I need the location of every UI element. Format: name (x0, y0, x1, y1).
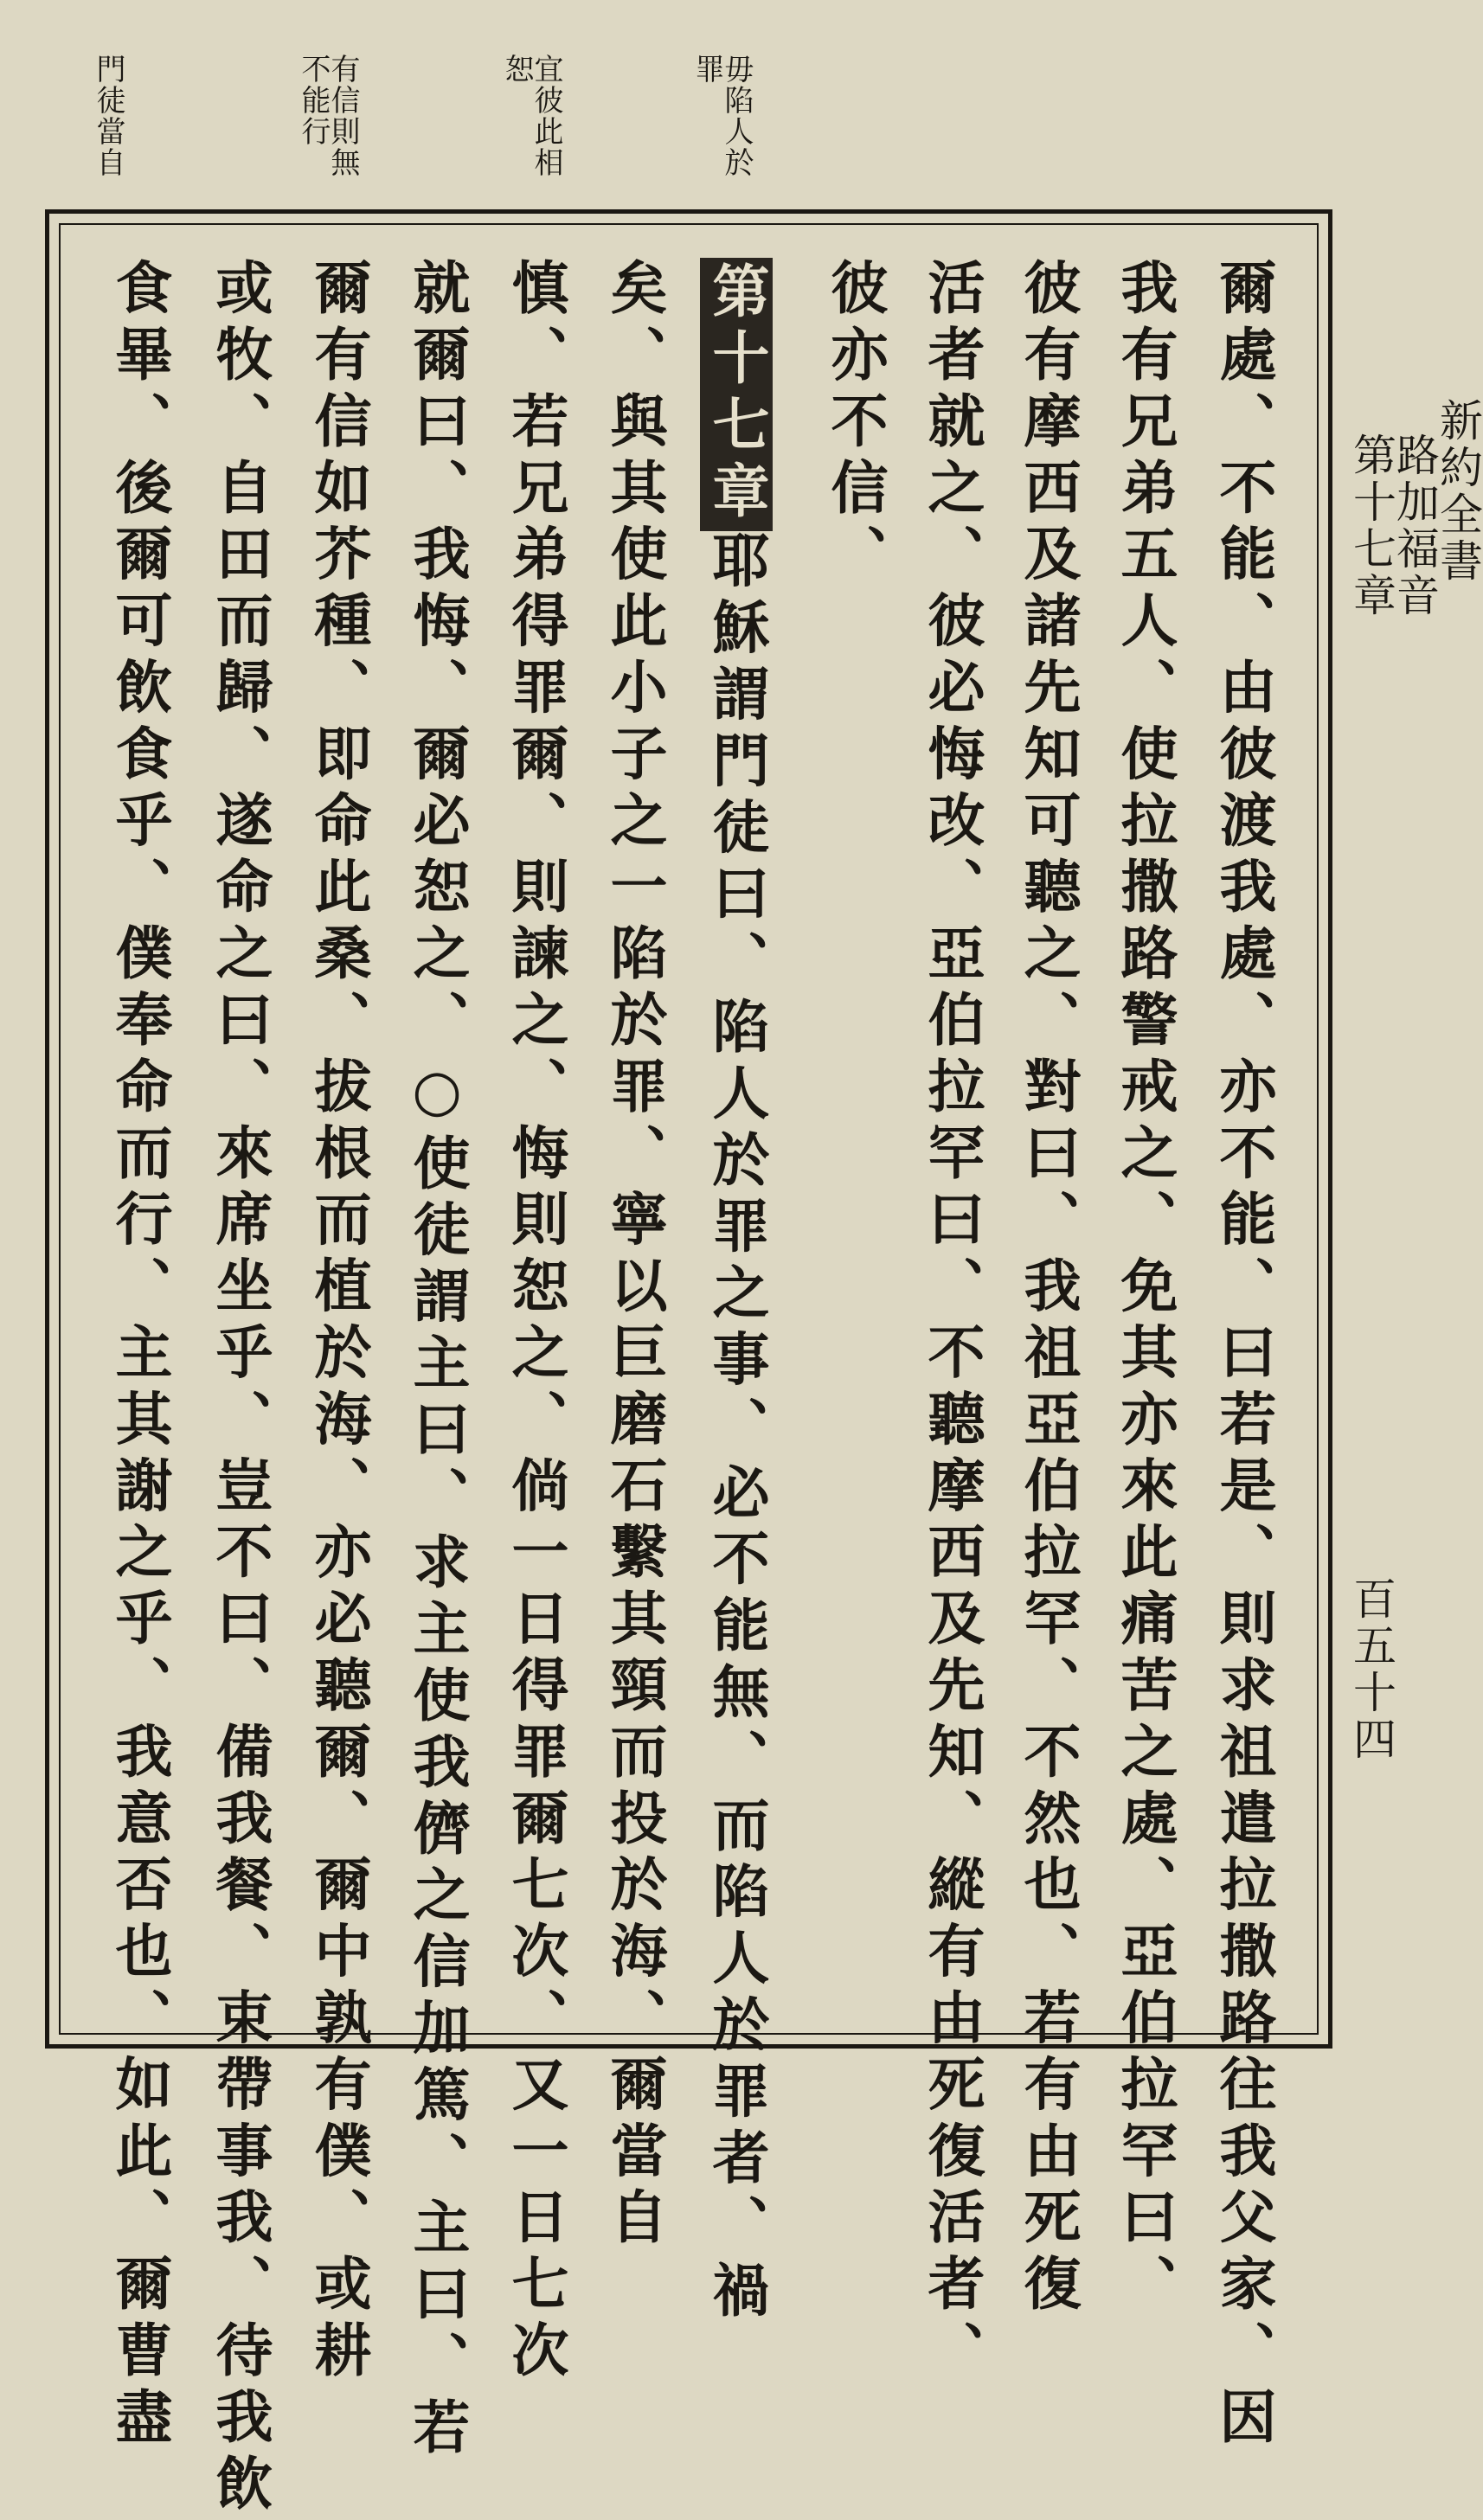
page-number: 百五十四 (1346, 1576, 1396, 1763)
margin-note-4: 門徒當自 (91, 54, 125, 178)
text-line-3: 彼有摩西及諸先知可聽之、對曰、我祖亞伯拉罕、不然也、若有由死復 (1014, 258, 1082, 2320)
margin-note-3: 有信則無 不能行 (296, 54, 360, 178)
text-line-9: 就爾曰、我悔、爾必恕之、○使徒謂主曰、求主使我儕之信加篤、主曰、若 (403, 258, 471, 2464)
text-line-10: 爾有信如芥種、即命此桑、拔根而植於海、亦必聽爾、爾中孰有僕、或耕 (305, 258, 372, 2387)
text-line-8: 慎、若兄弟得罪爾、則諫之、悔則恕之、倘一日得罪爾七次、又一日七次 (502, 258, 569, 2387)
book-title: 新約全書 (1433, 398, 1483, 585)
text-line-6 (703, 258, 770, 2327)
chapter-first-line: 耶穌謂門徒曰、陷人於罪之事、必不能無、而陷人於罪者、禍 (703, 530, 770, 2327)
text-line-2: 我有兄弟五人、使拉撒路警戒之、免其亦來此痛苦之處、亞伯拉罕曰、 (1111, 258, 1178, 2320)
text-line-12: 食畢、後爾可飲食乎、僕奉命而行、主其謝之乎、我意否也、如此、爾曹盡 (106, 258, 173, 2453)
text-line-1: 爾處、不能、由彼渡我處、亦不能、曰若是、則求祖遣拉撒路往我父家、因 (1210, 258, 1277, 2453)
margin-note-2: 宜彼此相 恕 (499, 54, 563, 178)
margin-note-1: 毋陷人於 罪 (690, 54, 754, 178)
text-line-4: 活者就之、彼必悔改、亞伯拉罕曰、不聽摩西及先知、縱有由死復活者、 (918, 258, 985, 2387)
running-head (1346, 398, 1483, 619)
gospel-title: 路加福音 (1390, 433, 1440, 619)
text-line-7: 矣、與其使此小子之一陷於罪、寧以巨磨石繫其頸而投於海、爾當自 (600, 258, 668, 2254)
chapter-heading: 第十七章 (700, 258, 773, 531)
text-line-5: 彼亦不信、 (821, 258, 889, 591)
text-line-11: 或牧、自田而歸、遂命之曰、來席坐乎、豈不曰、備我餐、束帶事我、待我飲 (206, 258, 273, 2520)
chapter-label: 第十七章 (1346, 433, 1396, 619)
